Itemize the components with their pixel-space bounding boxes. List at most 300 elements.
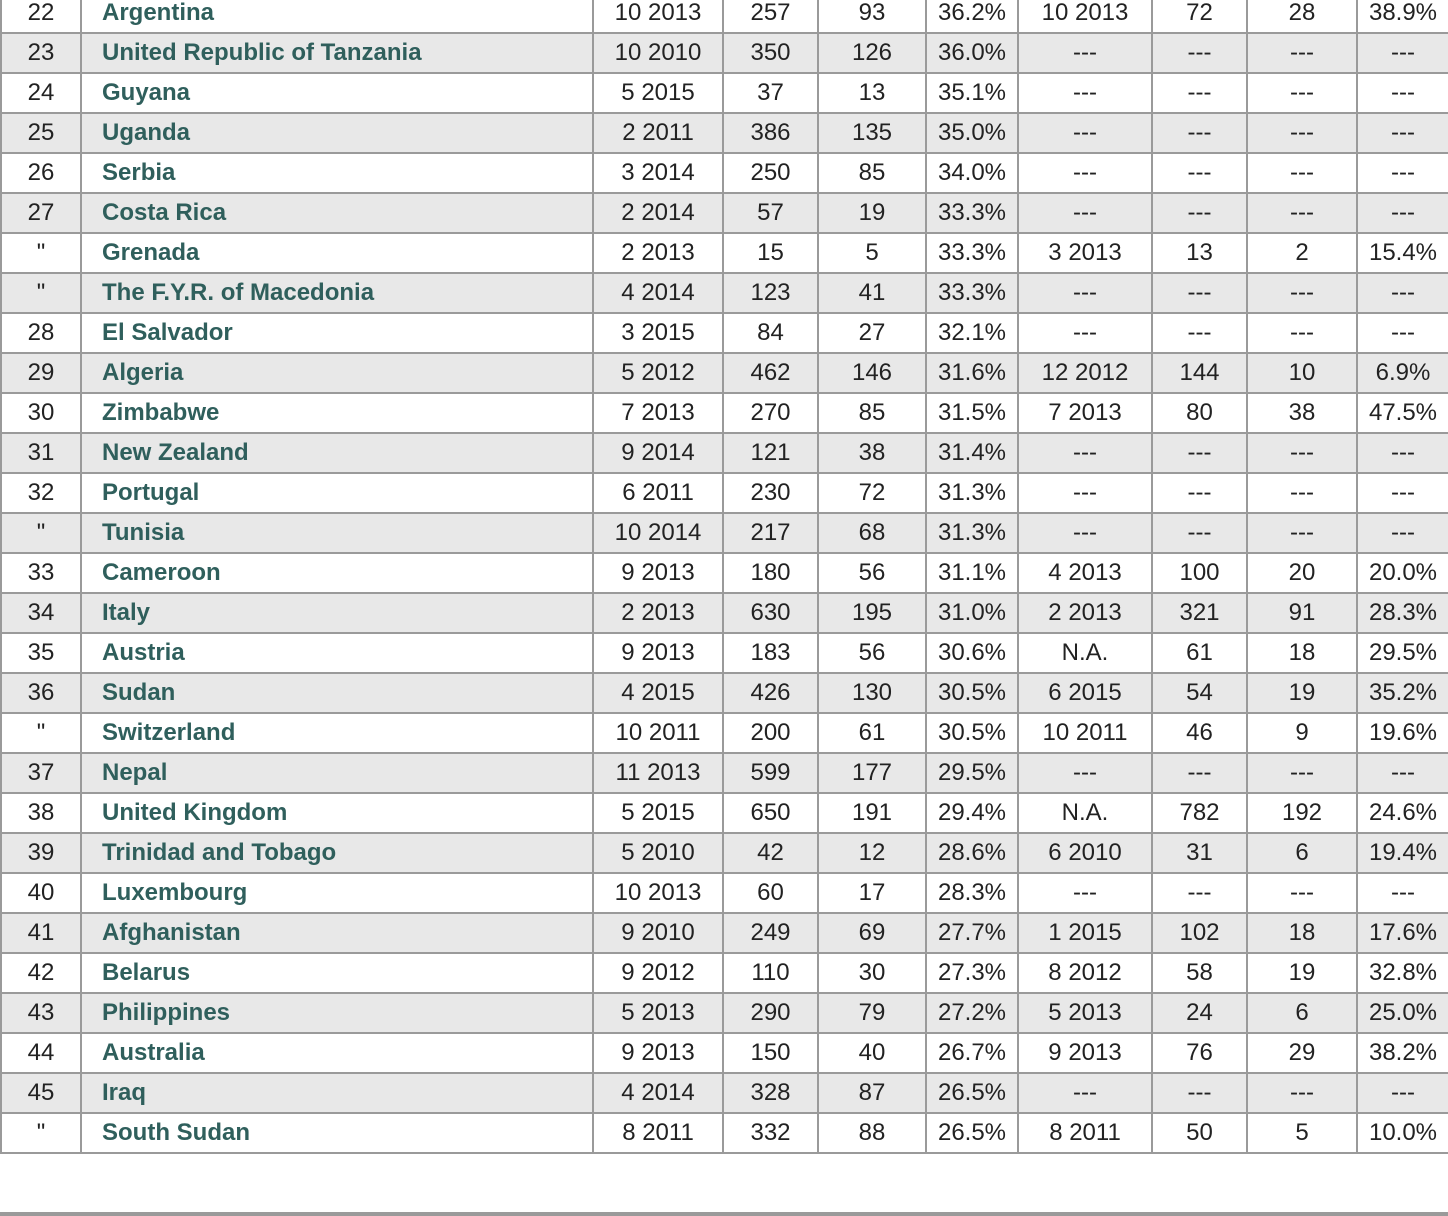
- lower-percent-cell: 33.3%: [926, 193, 1018, 233]
- upper-seats-cell: 58: [1152, 953, 1247, 993]
- country-cell: [81, 1113, 593, 1153]
- upper-women-cell: ---: [1247, 33, 1357, 73]
- lower-seats-cell: 350: [723, 33, 818, 73]
- rank-cell: 35: [1, 633, 81, 673]
- upper-women-cell: ---: [1247, 473, 1357, 513]
- lower-percent-cell: 30.5%: [926, 673, 1018, 713]
- table-row: [1, 1033, 1448, 1073]
- lower-percent-cell: 31.6%: [926, 353, 1018, 393]
- upper-election-cell: 3 2013: [1018, 233, 1152, 273]
- table-row: [1, 713, 1448, 753]
- table-row: [1, 433, 1448, 473]
- lower-election-cell: 9 2014: [593, 433, 723, 473]
- lower-women-cell: 79: [818, 993, 926, 1033]
- country-cell: [81, 753, 593, 793]
- lower-percent-cell: 36.0%: [926, 33, 1018, 73]
- lower-seats-cell: 42: [723, 833, 818, 873]
- lower-seats-cell: 386: [723, 113, 818, 153]
- lower-women-cell: 38: [818, 433, 926, 473]
- upper-election-cell: ---: [1018, 433, 1152, 473]
- lower-election-cell: 9 2013: [593, 633, 723, 673]
- lower-women-cell: 85: [818, 393, 926, 433]
- lower-women-cell: 68: [818, 513, 926, 553]
- lower-percent-cell: 36.2%: [926, 0, 1018, 33]
- lower-seats-cell: 328: [723, 1073, 818, 1113]
- lower-election-cell: 2 2014: [593, 193, 723, 233]
- country-cell: [81, 1073, 593, 1113]
- upper-women-cell: 5: [1247, 1113, 1357, 1153]
- lower-election-cell: 2 2013: [593, 593, 723, 633]
- country-link[interactable]: Argentina: [102, 0, 215, 26]
- lower-percent-cell: 31.0%: [926, 593, 1018, 633]
- lower-election-cell: 10 2011: [593, 713, 723, 753]
- country-link[interactable]: Switzerland: [102, 719, 236, 746]
- country-link[interactable]: Austria: [102, 639, 185, 666]
- country-link[interactable]: Philippines: [102, 999, 231, 1026]
- lower-percent-cell: 29.4%: [926, 793, 1018, 833]
- table-bottom-border: [0, 1212, 1448, 1216]
- upper-percent-cell: ---: [1357, 513, 1448, 553]
- table-row: [1, 273, 1448, 313]
- country-link[interactable]: Sudan: [102, 679, 176, 706]
- upper-election-cell: N.A.: [1018, 793, 1152, 833]
- lower-percent-cell: 26.5%: [926, 1073, 1018, 1113]
- lower-women-cell: 135: [818, 113, 926, 153]
- upper-women-cell: ---: [1247, 1073, 1357, 1113]
- rank-cell: 34: [1, 593, 81, 633]
- upper-women-cell: ---: [1247, 153, 1357, 193]
- lower-percent-cell: 34.0%: [926, 153, 1018, 193]
- rank-cell: 31: [1, 433, 81, 473]
- rank-cell: ": [1, 273, 81, 313]
- upper-seats-cell: ---: [1152, 873, 1247, 913]
- lower-women-cell: 177: [818, 753, 926, 793]
- upper-women-cell: ---: [1247, 73, 1357, 113]
- lower-seats-cell: 426: [723, 673, 818, 713]
- upper-seats-cell: 61: [1152, 633, 1247, 673]
- country-link[interactable]: Grenada: [102, 239, 200, 266]
- rank-cell: 29: [1, 353, 81, 393]
- rank-cell: 42: [1, 953, 81, 993]
- lower-election-cell: 9 2013: [593, 1033, 723, 1073]
- lower-percent-cell: 26.5%: [926, 1113, 1018, 1153]
- lower-women-cell: 5: [818, 233, 926, 273]
- table-row: [1, 753, 1448, 793]
- country-cell: [81, 513, 593, 553]
- table-row: [1, 633, 1448, 673]
- lower-women-cell: 130: [818, 673, 926, 713]
- table-row: [1, 33, 1448, 73]
- lower-election-cell: 3 2015: [593, 313, 723, 353]
- lower-election-cell: 9 2012: [593, 953, 723, 993]
- lower-seats-cell: 270: [723, 393, 818, 433]
- lower-seats-cell: 123: [723, 273, 818, 313]
- upper-percent-cell: 47.5%: [1357, 393, 1448, 433]
- rank-cell: ": [1, 713, 81, 753]
- lower-election-cell: 8 2011: [593, 1113, 723, 1153]
- rank-cell: 39: [1, 833, 81, 873]
- upper-seats-cell: 54: [1152, 673, 1247, 713]
- lower-women-cell: 40: [818, 1033, 926, 1073]
- table-row: [1, 113, 1448, 153]
- upper-women-cell: 20: [1247, 553, 1357, 593]
- table-row: [1, 793, 1448, 833]
- lower-seats-cell: 121: [723, 433, 818, 473]
- lower-women-cell: 88: [818, 1113, 926, 1153]
- upper-seats-cell: ---: [1152, 1073, 1247, 1113]
- upper-percent-cell: 19.4%: [1357, 833, 1448, 873]
- lower-percent-cell: 27.3%: [926, 953, 1018, 993]
- lower-women-cell: 93: [818, 0, 926, 33]
- upper-percent-cell: 20.0%: [1357, 553, 1448, 593]
- country-cell: [81, 953, 593, 993]
- upper-seats-cell: 321: [1152, 593, 1247, 633]
- upper-election-cell: ---: [1018, 473, 1152, 513]
- upper-election-cell: ---: [1018, 273, 1152, 313]
- lower-seats-cell: 37: [723, 73, 818, 113]
- lower-women-cell: 41: [818, 273, 926, 313]
- upper-election-cell: ---: [1018, 113, 1152, 153]
- lower-percent-cell: 31.1%: [926, 553, 1018, 593]
- table-row: [1, 233, 1448, 273]
- upper-percent-cell: ---: [1357, 753, 1448, 793]
- country-cell: [81, 473, 593, 513]
- lower-seats-cell: 332: [723, 1113, 818, 1153]
- country-cell: [81, 233, 593, 273]
- lower-percent-cell: 27.7%: [926, 913, 1018, 953]
- upper-election-cell: 6 2010: [1018, 833, 1152, 873]
- rank-cell: 28: [1, 313, 81, 353]
- country-link[interactable]: Serbia: [102, 159, 176, 186]
- country-link[interactable]: Afghanistan: [102, 919, 241, 946]
- upper-seats-cell: 31: [1152, 833, 1247, 873]
- upper-seats-cell: 46: [1152, 713, 1247, 753]
- upper-seats-cell: ---: [1152, 73, 1247, 113]
- upper-seats-cell: ---: [1152, 313, 1247, 353]
- lower-election-cell: 7 2013: [593, 393, 723, 433]
- upper-women-cell: ---: [1247, 113, 1357, 153]
- upper-election-cell: 10 2013: [1018, 0, 1152, 33]
- country-cell: [81, 33, 593, 73]
- country-link[interactable]: El Salvador: [102, 319, 233, 346]
- table-row: [1, 953, 1448, 993]
- upper-women-cell: 6: [1247, 833, 1357, 873]
- table-row: [1, 673, 1448, 713]
- upper-percent-cell: ---: [1357, 473, 1448, 513]
- upper-percent-cell: 15.4%: [1357, 233, 1448, 273]
- lower-percent-cell: 32.1%: [926, 313, 1018, 353]
- upper-percent-cell: ---: [1357, 113, 1448, 153]
- rank-cell: ": [1, 233, 81, 273]
- upper-election-cell: 8 2012: [1018, 953, 1152, 993]
- rank-cell: 37: [1, 753, 81, 793]
- country-cell: [81, 393, 593, 433]
- table-row: [1, 473, 1448, 513]
- upper-women-cell: ---: [1247, 433, 1357, 473]
- rank-cell: 23: [1, 33, 81, 73]
- table-row: [1, 1073, 1448, 1113]
- lower-seats-cell: 150: [723, 1033, 818, 1073]
- country-link[interactable]: Luxembourg: [102, 879, 248, 906]
- upper-women-cell: 6: [1247, 993, 1357, 1033]
- lower-women-cell: 12: [818, 833, 926, 873]
- upper-election-cell: ---: [1018, 873, 1152, 913]
- upper-women-cell: ---: [1247, 193, 1357, 233]
- lower-percent-cell: 28.3%: [926, 873, 1018, 913]
- upper-election-cell: 9 2013: [1018, 1033, 1152, 1073]
- upper-women-cell: 18: [1247, 913, 1357, 953]
- lower-election-cell: 2 2013: [593, 233, 723, 273]
- lower-percent-cell: 28.6%: [926, 833, 1018, 873]
- table-row: [1, 553, 1448, 593]
- lower-women-cell: 30: [818, 953, 926, 993]
- lower-election-cell: 5 2010: [593, 833, 723, 873]
- upper-election-cell: 8 2011: [1018, 1113, 1152, 1153]
- upper-election-cell: ---: [1018, 153, 1152, 193]
- upper-percent-cell: 35.2%: [1357, 673, 1448, 713]
- upper-seats-cell: ---: [1152, 153, 1247, 193]
- rank-cell: 33: [1, 553, 81, 593]
- upper-percent-cell: ---: [1357, 1073, 1448, 1113]
- country-link[interactable]: South Sudan: [102, 1119, 250, 1146]
- rank-cell: ": [1, 513, 81, 553]
- upper-election-cell: ---: [1018, 513, 1152, 553]
- country-link[interactable]: Trinidad and Tobago: [102, 839, 337, 866]
- lower-seats-cell: 250: [723, 153, 818, 193]
- lower-seats-cell: 15: [723, 233, 818, 273]
- upper-percent-cell: 25.0%: [1357, 993, 1448, 1033]
- country-cell: [81, 1033, 593, 1073]
- upper-women-cell: ---: [1247, 513, 1357, 553]
- upper-election-cell: 10 2011: [1018, 713, 1152, 753]
- country-cell: [81, 353, 593, 393]
- table-row: [1, 993, 1448, 1033]
- country-link[interactable]: Italy: [102, 599, 151, 626]
- upper-seats-cell: ---: [1152, 273, 1247, 313]
- lower-percent-cell: 33.3%: [926, 273, 1018, 313]
- lower-percent-cell: 31.4%: [926, 433, 1018, 473]
- table-row: [1, 193, 1448, 233]
- upper-election-cell: 4 2013: [1018, 553, 1152, 593]
- lower-women-cell: 61: [818, 713, 926, 753]
- lower-percent-cell: 31.5%: [926, 393, 1018, 433]
- upper-seats-cell: 144: [1152, 353, 1247, 393]
- upper-election-cell: N.A.: [1018, 633, 1152, 673]
- country-link[interactable]: Tunisia: [102, 519, 185, 546]
- upper-seats-cell: ---: [1152, 473, 1247, 513]
- upper-seats-cell: ---: [1152, 113, 1247, 153]
- lower-election-cell: 10 2013: [593, 873, 723, 913]
- country-link[interactable]: Zimbabwe: [102, 399, 220, 426]
- country-cell: [81, 593, 593, 633]
- lower-seats-cell: 462: [723, 353, 818, 393]
- upper-women-cell: ---: [1247, 873, 1357, 913]
- country-cell: [81, 713, 593, 753]
- upper-percent-cell: ---: [1357, 273, 1448, 313]
- upper-women-cell: 91: [1247, 593, 1357, 633]
- rank-cell: 25: [1, 113, 81, 153]
- upper-women-cell: ---: [1247, 273, 1357, 313]
- upper-women-cell: 19: [1247, 673, 1357, 713]
- upper-election-cell: ---: [1018, 1073, 1152, 1113]
- table-row: [1, 393, 1448, 433]
- country-link[interactable]: Iraq: [102, 1079, 147, 1106]
- lower-seats-cell: 290: [723, 993, 818, 1033]
- table-body: [1, 0, 1448, 1153]
- table-row: [1, 913, 1448, 953]
- lower-women-cell: 13: [818, 73, 926, 113]
- upper-seats-cell: ---: [1152, 513, 1247, 553]
- country-cell: [81, 113, 593, 153]
- lower-women-cell: 87: [818, 1073, 926, 1113]
- upper-women-cell: 10: [1247, 353, 1357, 393]
- upper-percent-cell: ---: [1357, 873, 1448, 913]
- upper-election-cell: ---: [1018, 753, 1152, 793]
- country-link[interactable]: Cameroon: [102, 559, 221, 586]
- country-link[interactable]: Nepal: [102, 759, 168, 786]
- lower-election-cell: 2 2011: [593, 113, 723, 153]
- upper-seats-cell: 80: [1152, 393, 1247, 433]
- table-row: [1, 873, 1448, 913]
- country-cell: [81, 913, 593, 953]
- lower-women-cell: 27: [818, 313, 926, 353]
- country-cell: [81, 433, 593, 473]
- lower-election-cell: 10 2014: [593, 513, 723, 553]
- rank-cell: 36: [1, 673, 81, 713]
- upper-election-cell: 5 2013: [1018, 993, 1152, 1033]
- country-cell: [81, 553, 593, 593]
- upper-percent-cell: 6.9%: [1357, 353, 1448, 393]
- upper-percent-cell: ---: [1357, 33, 1448, 73]
- upper-seats-cell: 50: [1152, 1113, 1247, 1153]
- upper-percent-cell: 32.8%: [1357, 953, 1448, 993]
- lower-women-cell: 195: [818, 593, 926, 633]
- upper-seats-cell: 782: [1152, 793, 1247, 833]
- upper-percent-cell: 10.0%: [1357, 1113, 1448, 1153]
- country-link[interactable]: Belarus: [102, 959, 191, 986]
- upper-percent-cell: 38.9%: [1357, 0, 1448, 33]
- country-link[interactable]: Uganda: [102, 119, 191, 146]
- lower-seats-cell: 183: [723, 633, 818, 673]
- table-row: [1, 833, 1448, 873]
- country-cell: [81, 73, 593, 113]
- country-cell: [81, 833, 593, 873]
- upper-women-cell: 2: [1247, 233, 1357, 273]
- country-link[interactable]: Costa Rica: [102, 199, 227, 226]
- upper-seats-cell: 102: [1152, 913, 1247, 953]
- country-cell: [81, 193, 593, 233]
- lower-seats-cell: 57: [723, 193, 818, 233]
- upper-women-cell: 38: [1247, 393, 1357, 433]
- upper-percent-cell: 24.6%: [1357, 793, 1448, 833]
- table-row: [1, 0, 1448, 33]
- lower-women-cell: 191: [818, 793, 926, 833]
- upper-election-cell: ---: [1018, 313, 1152, 353]
- lower-seats-cell: 630: [723, 593, 818, 633]
- lower-percent-cell: 30.6%: [926, 633, 1018, 673]
- country-link[interactable]: The F.Y.R. of Macedonia: [102, 279, 375, 306]
- lower-election-cell: 10 2010: [593, 33, 723, 73]
- upper-seats-cell: 100: [1152, 553, 1247, 593]
- rank-cell: 44: [1, 1033, 81, 1073]
- lower-seats-cell: 180: [723, 553, 818, 593]
- lower-percent-cell: 33.3%: [926, 233, 1018, 273]
- lower-seats-cell: 110: [723, 953, 818, 993]
- country-cell: [81, 673, 593, 713]
- upper-seats-cell: 24: [1152, 993, 1247, 1033]
- lower-percent-cell: 27.2%: [926, 993, 1018, 1033]
- lower-election-cell: 4 2014: [593, 273, 723, 313]
- lower-seats-cell: 257: [723, 0, 818, 33]
- upper-percent-cell: 17.6%: [1357, 913, 1448, 953]
- rank-cell: 38: [1, 793, 81, 833]
- upper-seats-cell: ---: [1152, 33, 1247, 73]
- upper-women-cell: ---: [1247, 313, 1357, 353]
- lower-percent-cell: 31.3%: [926, 473, 1018, 513]
- lower-election-cell: 5 2015: [593, 793, 723, 833]
- upper-seats-cell: ---: [1152, 753, 1247, 793]
- country-link[interactable]: United Republic of Tanzania: [102, 39, 422, 66]
- lower-seats-cell: 84: [723, 313, 818, 353]
- upper-percent-cell: ---: [1357, 433, 1448, 473]
- upper-seats-cell: ---: [1152, 193, 1247, 233]
- upper-percent-cell: 28.3%: [1357, 593, 1448, 633]
- lower-election-cell: 5 2012: [593, 353, 723, 393]
- upper-election-cell: 7 2013: [1018, 393, 1152, 433]
- lower-election-cell: 11 2013: [593, 753, 723, 793]
- upper-election-cell: ---: [1018, 33, 1152, 73]
- upper-women-cell: 19: [1247, 953, 1357, 993]
- rank-cell: 30: [1, 393, 81, 433]
- upper-election-cell: 1 2015: [1018, 913, 1152, 953]
- rank-cell: 22: [1, 0, 81, 33]
- rank-cell: 26: [1, 153, 81, 193]
- rank-cell: 32: [1, 473, 81, 513]
- rank-cell: 45: [1, 1073, 81, 1113]
- country-link[interactable]: Portugal: [102, 479, 200, 506]
- country-link[interactable]: Algeria: [102, 359, 184, 386]
- upper-election-cell: ---: [1018, 73, 1152, 113]
- lower-election-cell: 4 2014: [593, 1073, 723, 1113]
- table-row: [1, 513, 1448, 553]
- lower-percent-cell: 29.5%: [926, 753, 1018, 793]
- upper-election-cell: 12 2012: [1018, 353, 1152, 393]
- lower-election-cell: 9 2010: [593, 913, 723, 953]
- table-row: [1, 593, 1448, 633]
- lower-percent-cell: 30.5%: [926, 713, 1018, 753]
- upper-women-cell: 18: [1247, 633, 1357, 673]
- lower-women-cell: 72: [818, 473, 926, 513]
- upper-women-cell: ---: [1247, 753, 1357, 793]
- lower-seats-cell: 217: [723, 513, 818, 553]
- lower-women-cell: 69: [818, 913, 926, 953]
- lower-women-cell: 56: [818, 553, 926, 593]
- rank-cell: 40: [1, 873, 81, 913]
- country-link[interactable]: New Zealand: [102, 439, 249, 466]
- lower-seats-cell: 249: [723, 913, 818, 953]
- lower-seats-cell: 200: [723, 713, 818, 753]
- upper-percent-cell: 38.2%: [1357, 1033, 1448, 1073]
- country-link[interactable]: Australia: [102, 1039, 205, 1066]
- lower-women-cell: 56: [818, 633, 926, 673]
- country-cell: [81, 313, 593, 353]
- country-link[interactable]: Guyana: [102, 79, 191, 106]
- lower-seats-cell: 60: [723, 873, 818, 913]
- country-link[interactable]: United Kingdom: [102, 799, 288, 826]
- upper-percent-cell: ---: [1357, 73, 1448, 113]
- country-cell: [81, 0, 593, 33]
- upper-women-cell: 192: [1247, 793, 1357, 833]
